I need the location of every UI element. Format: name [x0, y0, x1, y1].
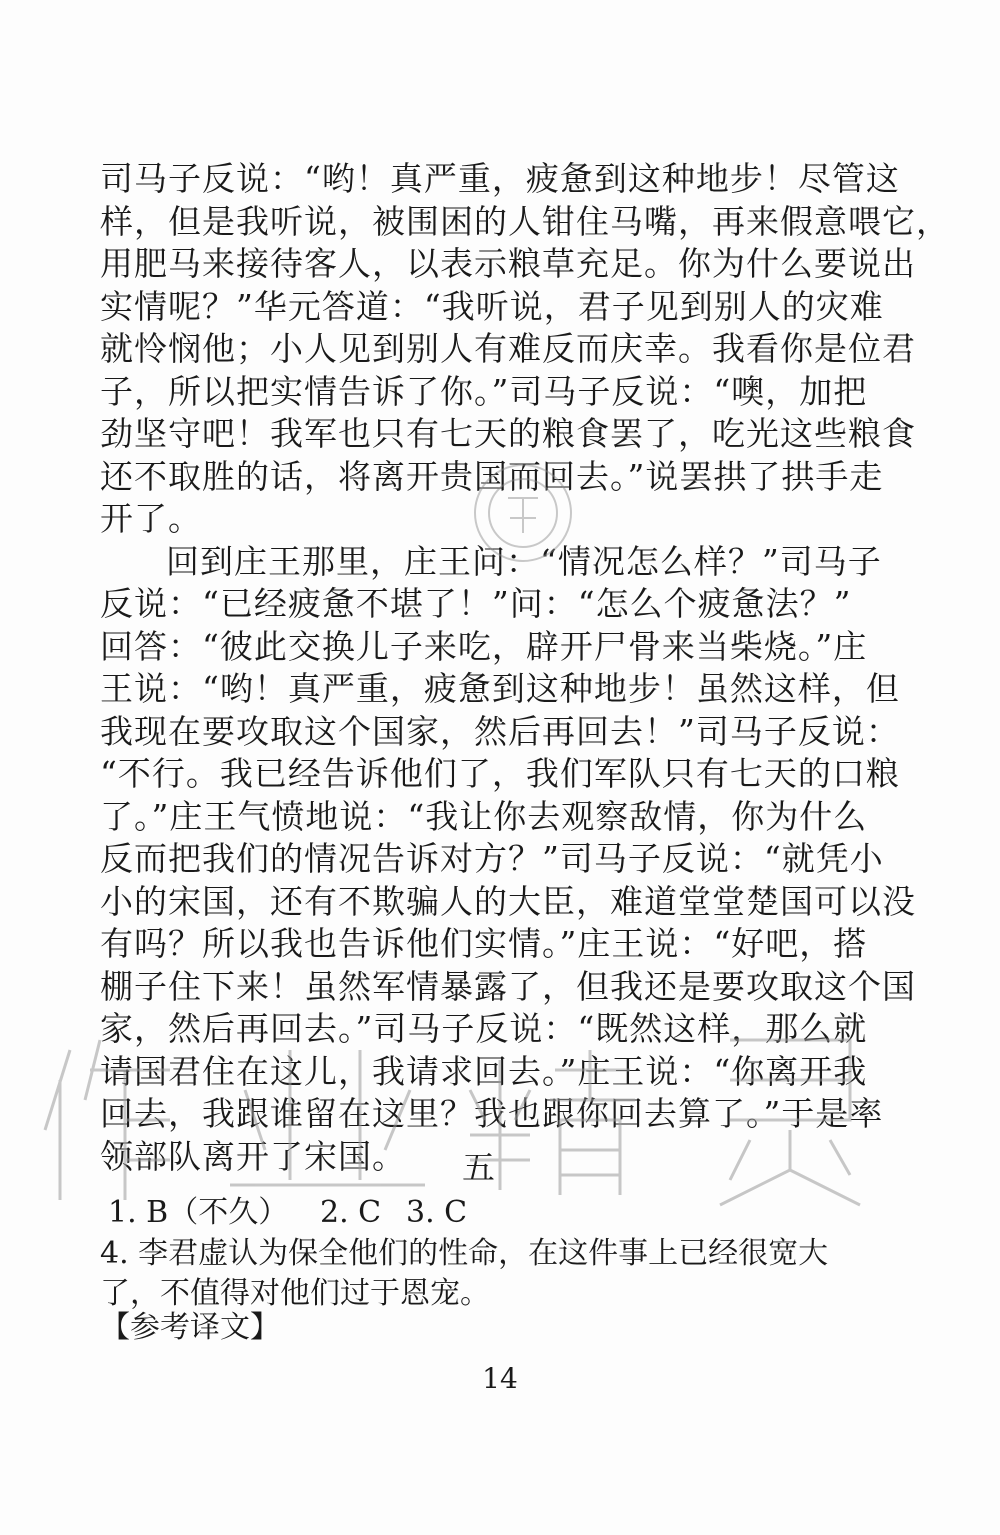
- answer-1: 1. B（不久）: [108, 1195, 289, 1230]
- text-line: 回去，我跟谁留在这里？我也跟你回去算了。”于是率: [100, 1094, 884, 1133]
- text-line: 子，所以把实情告诉了你。”司马子反说：“噢，加把: [100, 371, 868, 411]
- translation-text: [100, 158, 950, 1178]
- text-line: 反而把我们的情况告诉对方？”司马子反说：“就凭小: [100, 839, 884, 878]
- text-line: 领部队离开了宋国。: [100, 1136, 406, 1176]
- section-heading: 五: [462, 1148, 495, 1187]
- text-line: 劲坚守吧！我军也只有七天的粮食罢了，吃光这些粮食: [100, 414, 916, 453]
- text-line: 小的宋国，还有不欺骗人的大臣，难道堂堂楚国可以没: [100, 881, 916, 921]
- text-line: “不行。我已经告诉他们了，我们军队只有七天的口粮: [100, 754, 900, 793]
- reference-translation-heading: 【参考译文】: [100, 1310, 280, 1345]
- text-line: 司马子反说：“哟！真严重，疲惫到这种地步！尽管这: [100, 159, 900, 198]
- answer-row-choices: [108, 1192, 888, 1234]
- answer-4-line: 4. 李君虚认为保全他们的性命，在这件事上已经很宽大: [100, 1236, 829, 1271]
- page-number: 14: [482, 1362, 518, 1395]
- text-line: 家，然后再回去。”司马子反说：“既然这样，那么就: [100, 1009, 868, 1048]
- answer-3: 3. C: [406, 1195, 468, 1230]
- text-line: 了。”庄王气愤地说：“我让你去观察敌情，你为什么: [100, 796, 868, 836]
- text-line: 还不取胜的话，将离开贵国而回去。”说罢拱了拱手走: [100, 456, 884, 496]
- text-line: 开了。: [100, 499, 202, 538]
- text-line: 王说：“哟！真严重，疲惫到这种地步！虽然这样，但: [100, 669, 900, 708]
- text-line: 有吗？所以我也告诉他们实情。”庄王说：“好吧，搭: [100, 924, 868, 963]
- answer-4-line: 了，不值得对他们过于恩宠。: [100, 1276, 490, 1311]
- text-line: 我现在要攻取这个国家，然后再回去！”司马子反说：: [100, 711, 900, 751]
- text-line: 棚子住下来！虽然军情暴露了，但我还是要攻取这个国: [100, 966, 916, 1006]
- text-line: 回到庄王那里，庄王问：“情况怎么样？”司马子: [166, 541, 882, 581]
- text-line: 实情呢？”华元答道：“我听说，君子见到别人的灾难: [100, 286, 884, 326]
- text-line: 用肥马来接待客人，以表示粮草充足。你为什么要说出: [100, 244, 916, 283]
- paragraph-1: [100, 158, 950, 541]
- text-line: 样，但是我听说，被围困的人钳住马嘴，再来假意喂它，: [100, 201, 950, 241]
- text-line: 就怜悯他；小人见到别人有难反而庆幸。我看你是位君: [100, 329, 916, 368]
- answer-block: [100, 1192, 888, 1314]
- text-line: 反说：“已经疲惫不堪了！”问：“怎么个疲惫法？”: [100, 584, 852, 623]
- paragraph-2: [100, 541, 916, 1179]
- text-line: 请国君住在这儿，我请求回去。”庄王说：“你离开我: [100, 1051, 868, 1091]
- answer-2: 2. C: [320, 1195, 382, 1230]
- text-line: 回答：“彼此交换儿子来吃，辟开尸骨来当柴烧。”庄: [100, 626, 868, 666]
